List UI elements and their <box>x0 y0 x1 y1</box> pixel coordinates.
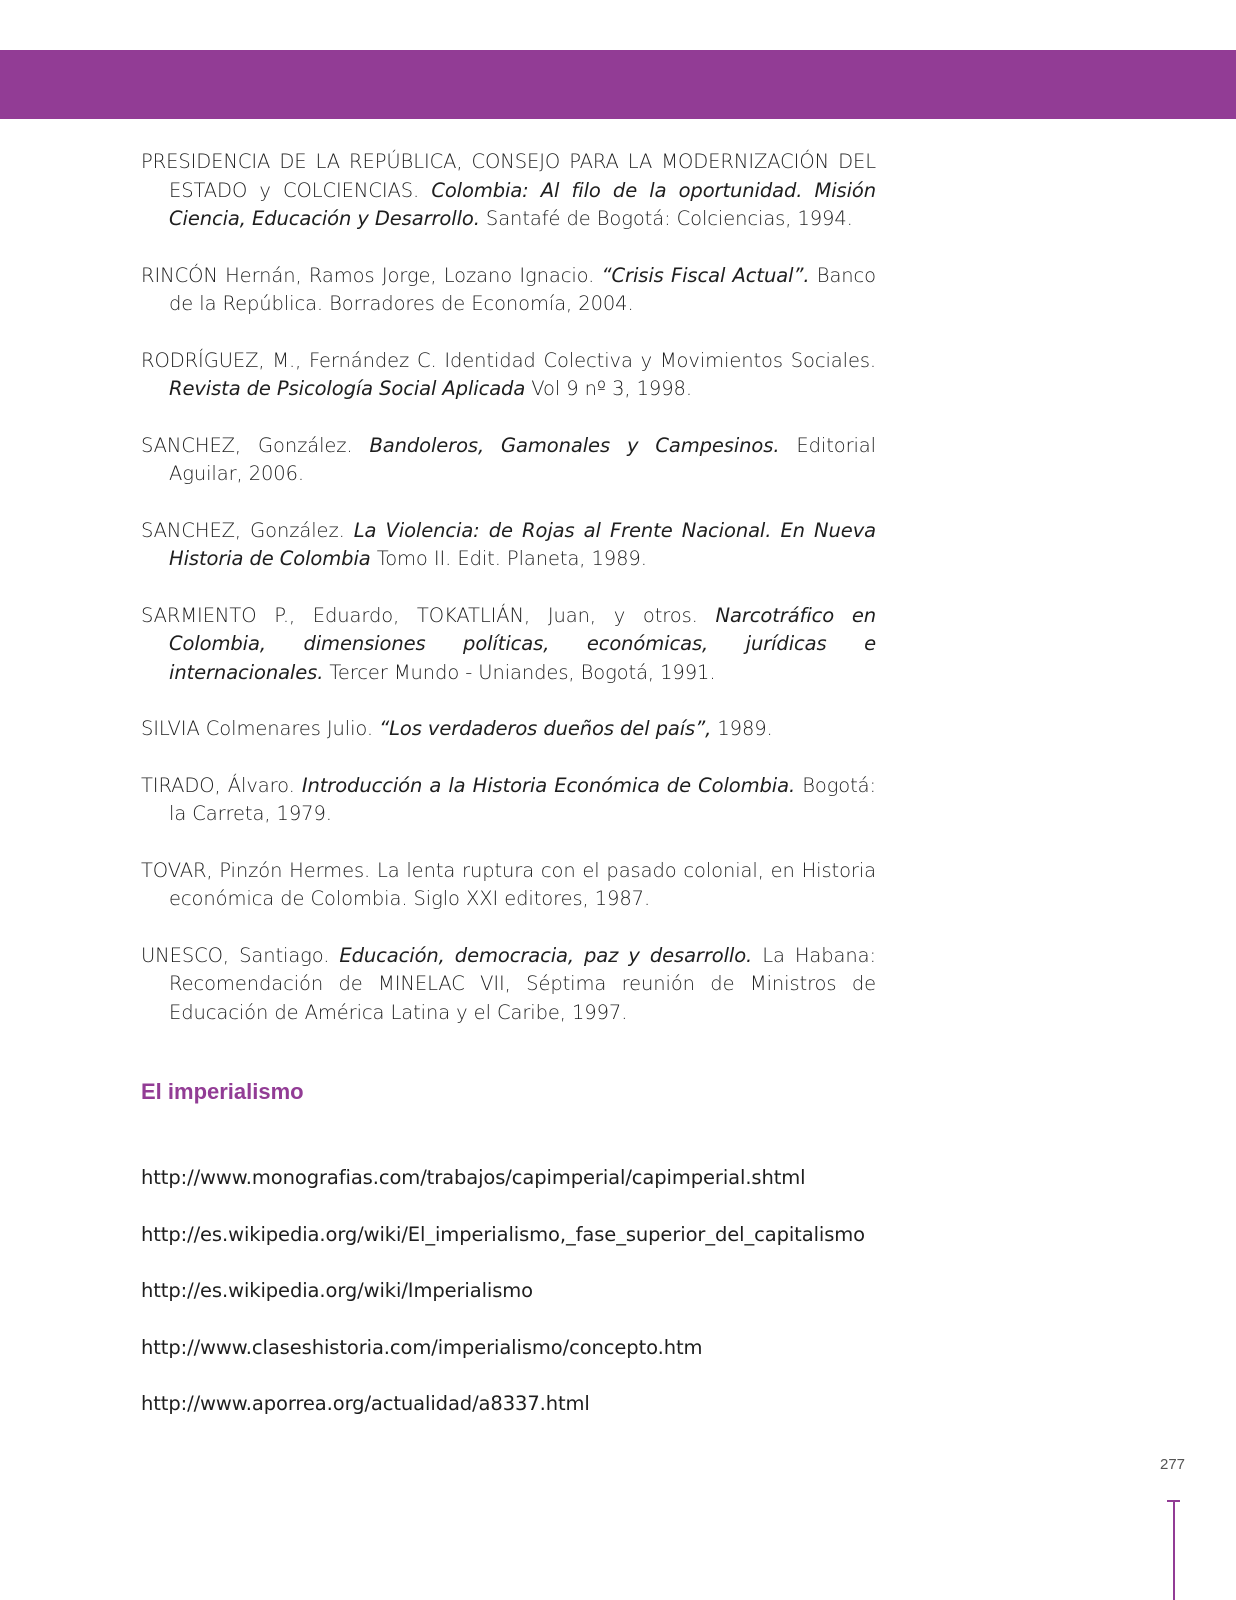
reference-entry <box>141 262 876 319</box>
reference-text: Vol 9 nº 3, 1998. <box>525 377 692 400</box>
reference-entry <box>141 432 876 489</box>
web-link[interactable]: http://www.monografias.com/trabajos/capimperial/capimperial.shtml <box>141 1166 806 1189</box>
reference-text: Tercer Mundo - Uniandes, Bogotá, 1991. <box>323 660 716 684</box>
web-link[interactable]: http://es.wikipedia.org/wiki/El_imperialismo,_fase_superior_del_capitalismo <box>141 1222 865 1246</box>
reference-text: Bogotá: la Carreta, 1979. <box>169 773 877 825</box>
reference-entry <box>141 602 876 688</box>
reference-title: Introducción a la Historia Económica de Colombia. <box>301 773 796 797</box>
reference-text: 1989. <box>711 717 773 740</box>
reference-text: SARMIENTO P., Eduardo, TOKATLIÁN, Juan, y otros. <box>141 603 716 627</box>
reference-text: Editorial Aguilar, 2006. <box>169 433 876 485</box>
reference-text: RODRÍGUEZ, M., Fernández C. Identidad Colectiva y Movimientos Sociales. <box>141 348 876 372</box>
reference-text: Banco de la República. Borradores de Economía, 2004. <box>169 263 877 315</box>
web-link[interactable]: http://www.aporrea.org/actualidad/a8337.html <box>141 1392 590 1415</box>
reference-title: “Crisis Fiscal Actual”. <box>601 263 810 287</box>
reference-entry <box>141 772 876 829</box>
reference-entry <box>141 517 876 574</box>
reference-entry <box>141 942 876 1028</box>
reference-text: SANCHEZ, González. <box>141 433 370 457</box>
web-link[interactable]: http://www.claseshistoria.com/imperialismo/concepto.htm <box>141 1335 703 1359</box>
reference-text: La Habana: Recomendación de MINELAC VII, Séptima reunión de Ministros de Educación de América Latina y el Caribe, 1997. <box>169 943 876 1024</box>
reference-entry <box>141 857 876 914</box>
web-link[interactable]: http://es.wikipedia.org/wiki/Imperialismo <box>141 1279 534 1302</box>
reference-entry <box>141 347 876 404</box>
reference-text: UNESCO, Santiago. <box>141 943 340 967</box>
reference-text: TOVAR, Pinzón Hermes. La lenta ruptura con el pasado colonial, en Historia económica de Colombia. Siglo XXI editores, 1987. <box>141 858 876 910</box>
reference-entry <box>141 148 876 234</box>
reference-text: Santafé de Bogotá: Colciencias, 1994. <box>479 207 853 230</box>
link-list <box>141 1164 865 1447</box>
reference-text: RINCÓN Hernán, Ramos Jorge, Lozano Ignacio. <box>141 263 602 287</box>
reference-title: Narcotráfico en Colombia, dimensiones políticas, económicas, jurídicas e internacionales. <box>169 603 876 684</box>
reference-entry <box>141 715 876 744</box>
page-number: 277 <box>1160 1456 1186 1473</box>
header-band <box>0 50 1236 119</box>
reference-title: “Los verdaderos dueños del país”, <box>379 717 712 740</box>
reference-list <box>141 148 876 1055</box>
reference-title: Revista de Psicología Social Aplicada <box>169 377 526 400</box>
reference-text: SILVIA Colmenares Julio. <box>141 717 380 740</box>
reference-text: Tomo II. Edit. Planeta, 1989. <box>370 547 647 570</box>
section-title: El imperialismo <box>141 1079 304 1104</box>
reference-title: Educación, democracia, paz y desarrollo. <box>339 943 753 967</box>
page-rule <box>1173 1500 1175 1600</box>
reference-title: Bandoleros, Gamonales y Campesinos. <box>369 433 780 457</box>
reference-text: PRESIDENCIA DE LA REPÚBLICA, CONSEJO PARA LA MODERNIZACIÓN DEL ESTADO y COLCIENCIAS. <box>141 150 876 202</box>
reference-text: TIRADO, Álvaro. <box>141 773 302 797</box>
reference-title: Colombia: Al filo de la oportunidad. Misión Ciencia, Educación y Desarrollo. <box>169 178 876 230</box>
reference-title: La Violencia: de Rojas al Frente Nacional. En Nueva Historia de Colombia <box>169 518 876 570</box>
reference-text: SANCHEZ, González. <box>141 518 354 542</box>
